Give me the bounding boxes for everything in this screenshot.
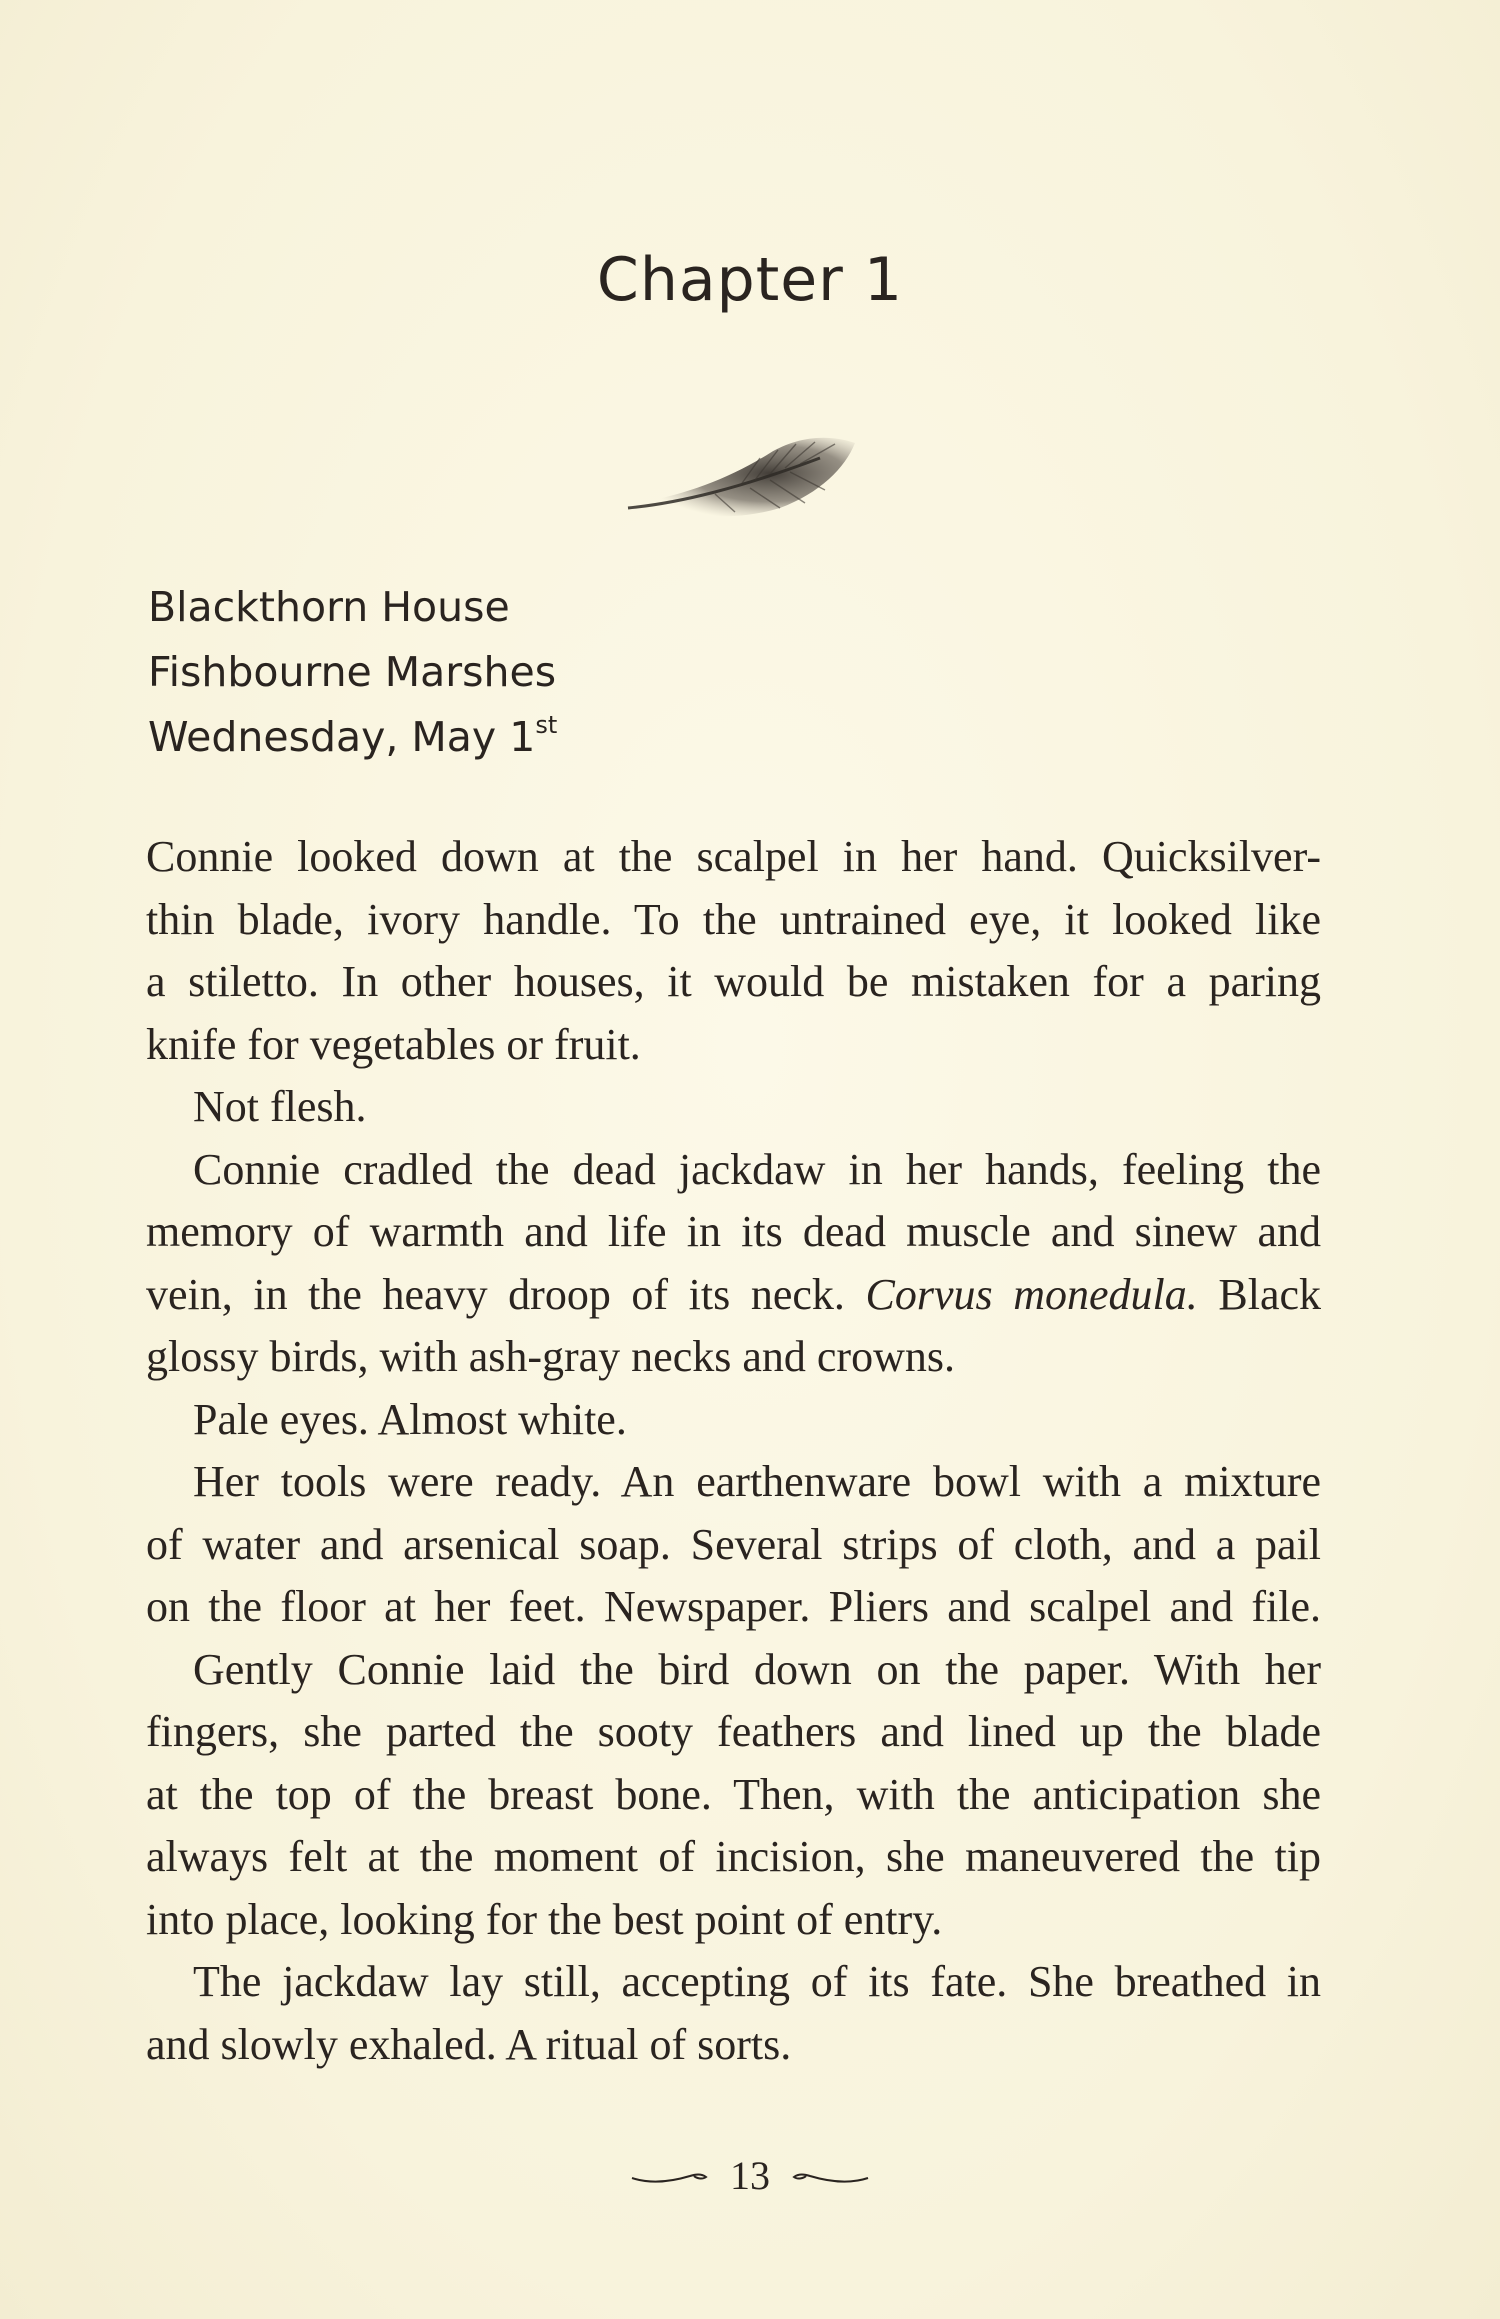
text-line: into place, looking for the best point of entry.	[146, 1894, 943, 1944]
text-line: glossy birds, with ash-gray necks and crowns.	[146, 1332, 955, 1381]
text-fragment: vein, in the heavy droop of its neck.	[146, 1269, 845, 1319]
text-line: Not flesh.	[193, 1082, 367, 1131]
feather-icon	[620, 408, 870, 548]
text-line: thin blade, ivory handle. To the untrained eye, it looked like	[146, 894, 1321, 944]
chapter-title: Chapter 1	[596, 245, 904, 315]
text-line: Connie looked down at the scalpel in her hand. Quicksilver-	[146, 832, 1321, 881]
text-line: always felt at the moment of incision, she maneuvered the tip	[146, 1832, 1321, 1881]
location-place: Fishbourne Marshes	[148, 648, 557, 696]
text-line: Her tools were ready. An earthenware bowl with a mixture	[193, 1457, 1321, 1506]
body-text	[146, 826, 1321, 2076]
text-line: a stiletto. In other houses, it would be mistaken for a paring	[146, 957, 1321, 1006]
text-line: knife for vegetables or fruit.	[146, 1019, 641, 1069]
location-date	[148, 705, 557, 770]
text-line: Connie cradled the dead jackdaw in her hands, feeling the	[193, 1144, 1321, 1194]
date-suffix: st	[535, 711, 558, 739]
flourish-left-icon	[630, 2166, 710, 2186]
page-number-footer	[0, 2148, 1500, 2199]
text-line: on the floor at her feet. Newspaper. Pliers and scalpel and file.	[146, 1582, 1321, 1631]
flourish-right-icon	[790, 2166, 870, 2186]
text-line: The jackdaw lay still, accepting of its fate. She breathed in	[193, 1957, 1321, 2006]
text-line: of water and arsenical soap. Several strips of cloth, and a pail	[146, 1519, 1321, 1569]
text-line: fingers, she parted the sooty feathers and lined up the blade	[146, 1707, 1321, 1756]
location-heading	[148, 575, 557, 770]
text-line: Pale eyes. Almost white.	[193, 1394, 627, 1444]
page-number: 13	[730, 2153, 770, 2199]
text-line: at the top of the breast bone. Then, with the anticipation she	[146, 1769, 1321, 1819]
date-text: Wednesday, May 1	[148, 713, 536, 761]
text-line: memory of warmth and life in its dead muscle and sinew and	[146, 1207, 1321, 1256]
text-line-mixed	[146, 1264, 1321, 1327]
text-line: and slowly exhaled. A ritual of sorts.	[146, 2019, 792, 2069]
species-name: Corvus monedula.	[865, 1269, 1198, 1319]
text-line: Gently Connie laid the bird down on the paper. With her	[193, 1644, 1321, 1694]
text-fragment: Black	[1218, 1269, 1322, 1319]
location-house: Blackthorn House	[148, 583, 510, 631]
